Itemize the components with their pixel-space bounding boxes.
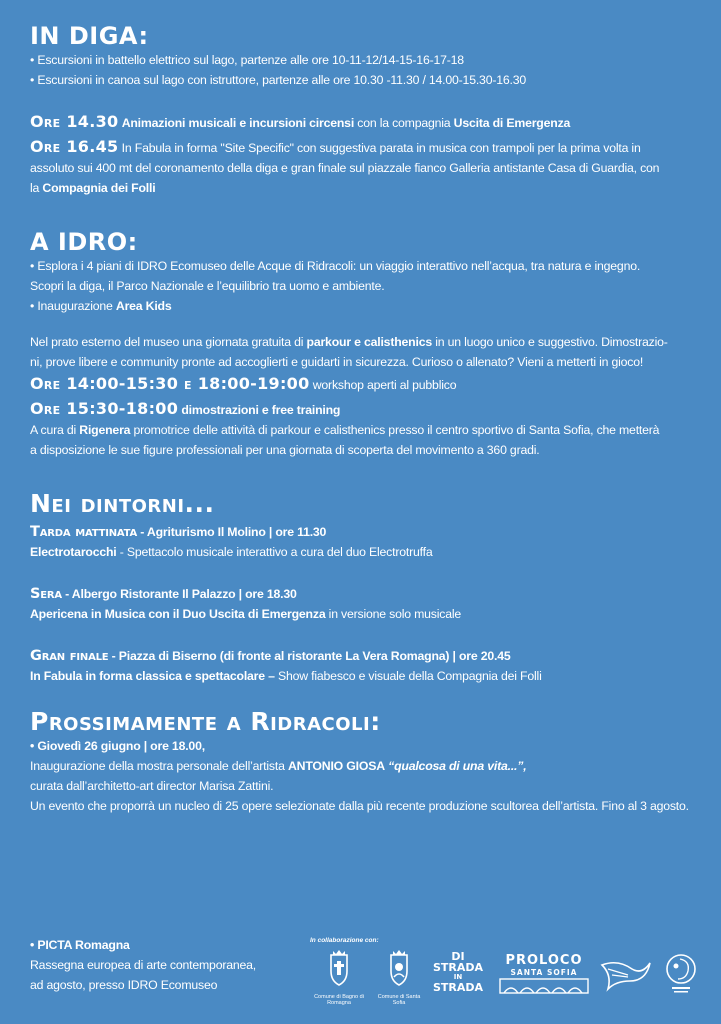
comune-santa-sofia-caption: Comune di Santa Sofia xyxy=(377,994,421,1006)
picta-line2: ad agosto, presso IDRO Ecomuseo xyxy=(30,978,218,992)
footer xyxy=(30,935,700,1015)
face-icon xyxy=(662,951,700,995)
picta-block xyxy=(30,935,280,995)
dintorni-item-desc: Apericena in Musica con il Duo Uscita di Emergenza in versione solo musicale xyxy=(30,607,462,621)
diga-event-1645: Ore 16.45 In Fabula in forma "Site Specific" con suggestiva parata in musica con trampoli per la prima volta in xyxy=(30,137,641,156)
prossimamente-line2: curata dall’architetto-art director Marisa Zattini. xyxy=(30,779,274,793)
idro-rigenera-paragraph: A cura di Rigenera promotrice delle attività di parkour e calisthenics presso il centro sportivo di Santa Sofia, che metterà xyxy=(30,423,660,437)
di-strada-in-strada-logo: DI STRADA IN STRADA xyxy=(432,950,484,994)
idro-bullet-esplora-line2: Scopri la diga, il Parco Nazionale e l’equilibrio tra uomo e ambiente. xyxy=(30,279,385,293)
comune-bagno-logo xyxy=(308,949,370,1006)
event-time: Ore 14.30 xyxy=(30,112,119,131)
event-time: Ore 14:00-15:30 e 18:00-19:00 xyxy=(30,374,310,393)
bridge-icon xyxy=(498,977,590,995)
picta-line1: Rassegna europea di arte contemporanea, xyxy=(30,958,256,972)
event-time: Ore 15:30-18:00 xyxy=(30,399,179,418)
dintorni-item-desc: In Fabula in forma classica e spettacolare – Show fiabesco e visuale della Compagnia dei Folli xyxy=(30,669,542,683)
proloco-santa-sofia-logo: PROLOCO SANTA SOFIA xyxy=(498,953,590,1000)
dintorni-item-sera: Sera - Albergo Ristorante Il Palazzo | ore 18.30 xyxy=(30,586,297,602)
round-partner-logo xyxy=(662,951,700,1000)
dintorni-tag: Gran finale xyxy=(30,648,109,664)
prossimamente-line3: Un evento che proporrà un nucleo di 25 opere selezionate dalla più recente produzione scultorea dell’artista. Fino al 3 agosto. xyxy=(30,799,689,813)
picta-title: • PICTA Romagna xyxy=(30,938,130,952)
idro-bullet-esplora: • Esplora i 4 piani di IDRO Ecomuseo delle Acque di Ridracoli: un viaggio interattivo nell’acqua, tra natura e ingegno. xyxy=(30,259,641,273)
event-time: Ore 16.45 xyxy=(30,137,119,156)
coat-of-arms-icon xyxy=(308,949,370,989)
poster-content xyxy=(30,22,700,816)
dintorni-tag: Tarda mattinata xyxy=(30,524,138,540)
prossimamente-heading: Prossimamente a Ridracoli: xyxy=(30,707,381,736)
partner-logos xyxy=(298,949,700,1013)
idro-rigenera-paragraph-line2: a disposizione le sue figure professionali per una giornata di scoperta del movimento a 360 gradi. xyxy=(30,443,540,457)
idro-parkour-paragraph-line2: ni, prove libere e community pronte ad accoglierti e guidarti in sicurezza. Curioso o allenato? Vieni a metterti in gioco! xyxy=(30,355,644,369)
wing-icon xyxy=(598,955,654,995)
prossimamente-line1: Inaugurazione della mostra personale dell’artista ANTONIO GIOSA “qualcosa di una vita...”, xyxy=(30,759,527,773)
dintorni-item-desc: Electrotarocchi - Spettacolo musicale interattivo a cura del duo Electrotruffa xyxy=(30,545,433,559)
collab-label: In collaborazione con: xyxy=(310,937,379,944)
dintorni-item-tarda-mattinata: Tarda mattinata - Agriturismo Il Molino | ore 11.30 xyxy=(30,524,327,540)
idro-heading: A IDRO: xyxy=(30,228,138,256)
idro-parkour-paragraph: Nel prato esterno del museo una giornata gratuita di parkour e calisthenics in un luogo unico e suggestivo. Dimostrazio- xyxy=(30,335,668,349)
diga-event-1645-line2: assoluto sui 400 mt del coronamento della diga e gran finale sul piazzale fianco Galleria antistante Casa di Guardia, con xyxy=(30,161,660,175)
idro-bullet-area-kids: • Inaugurazione Area Kids xyxy=(30,299,172,313)
dintorni-item-gran-finale: Gran finale - Piazza di Biserno (di fronte al ristorante La Vera Romagna) | ore 20.45 xyxy=(30,648,511,664)
prossimamente-date: • Giovedì 26 giugno | ore 18.00, xyxy=(30,739,205,753)
dintorni-tag: Sera xyxy=(30,586,62,602)
diga-bullet-canoa: • Escursioni in canoa sul lago con istruttore, partenze alle ore 10.30 -11.30 / 14.00-15.30-16.30 xyxy=(30,73,527,87)
comune-bagno-caption: Comune di Bagno di Romagna xyxy=(314,994,364,1006)
coat-of-arms-icon xyxy=(374,949,424,989)
idro-demo: Ore 15:30-18:00 dimostrazioni e free training xyxy=(30,399,341,418)
diga-event-1645-line3: la Compagnia dei Folli xyxy=(30,181,156,195)
diga-event-1430: Ore 14.30 Animazioni musicali e incursioni circensi con la compagnia Uscita di Emergenza xyxy=(30,112,571,131)
wing-logo xyxy=(598,955,654,1000)
comune-santa-sofia-logo xyxy=(374,949,424,1006)
diga-heading: IN DIGA: xyxy=(30,22,149,50)
diga-bullet-battello: • Escursioni in battello elettrico sul lago, partenze alle ore 10-11-12/14-15-16-17-18 xyxy=(30,53,464,67)
dintorni-heading: Nei dintorni... xyxy=(30,489,215,518)
idro-workshop: Ore 14:00-15:30 e 18:00-19:00 workshop aperti al pubblico xyxy=(30,374,457,393)
